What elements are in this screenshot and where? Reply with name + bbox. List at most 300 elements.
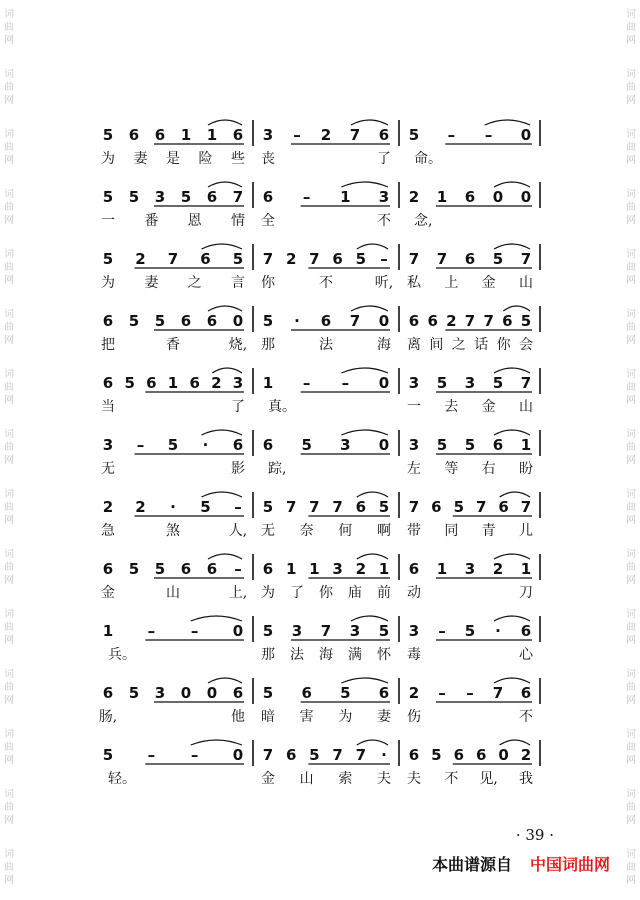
lyric-8-1-0: 那 [261, 647, 275, 663]
note-9-2-0: 2 [408, 684, 420, 702]
note-3-0-1: 5 [128, 312, 140, 330]
lyric-2-0-0: 为 [101, 275, 115, 291]
note-10-1-4: 7 [355, 746, 367, 764]
lyric-6-1-3: 啊 [377, 523, 391, 539]
note-6-2-4: 6 [498, 498, 509, 516]
note-7-0-3: 6 [180, 560, 192, 578]
slur-5-0 [202, 430, 243, 435]
note-8-1-0: 5 [262, 622, 274, 640]
note-3-0-3: 6 [180, 312, 192, 330]
lyric-2-1-0: 你 [261, 275, 275, 291]
note-7-0-0: 6 [102, 560, 114, 578]
note-0-0-4: 1 [206, 126, 218, 144]
note-10-2-1: 5 [431, 746, 442, 764]
note-9-0-1: 5 [128, 684, 140, 702]
lyric-9-1-0: 暗 [261, 709, 275, 725]
note-9-2-4: 6 [520, 684, 532, 702]
slur-1-1 [341, 182, 388, 187]
note-9-0-5: 6 [232, 684, 244, 702]
note-1-0-5: 7 [232, 188, 244, 206]
watermark-right-9: 词 曲 网 [626, 549, 636, 586]
note-0-2-0: 5 [408, 126, 420, 144]
note-9-2-2: – [466, 684, 474, 702]
slur-3-1 [351, 306, 388, 311]
lyric-7-1-0: 为 [261, 585, 275, 601]
note-1-1-1: – [302, 188, 311, 206]
lyric-2-2-3: 山 [519, 275, 533, 291]
lyric-9-2-1: 不 [519, 709, 533, 725]
lyric-7-1-1: 了 [290, 585, 304, 601]
lyric-4-2-2: 金 [481, 399, 496, 415]
watermark-right-11: 词 曲 网 [626, 669, 636, 706]
lyric-3-2-5: 会 [519, 337, 533, 353]
slur-5-2 [494, 430, 530, 435]
note-10-0-0: 5 [102, 746, 114, 764]
note-3-0-5: 0 [232, 312, 244, 330]
watermark-right-1: 词 曲 网 [626, 69, 636, 106]
lyric-1-0-0: 一 [101, 213, 115, 229]
lyric-8-1-3: 满 [348, 647, 362, 663]
note-3-0-0: 6 [102, 312, 114, 330]
note-10-2-4: 0 [498, 746, 509, 764]
note-1-2-4: 0 [520, 188, 532, 206]
watermark-right-5: 词 曲 网 [626, 309, 636, 346]
note-4-0-5: 2 [211, 374, 222, 392]
watermark-right-2: 词 曲 网 [626, 129, 636, 166]
note-4-0-1: 5 [124, 374, 135, 392]
lyric-6-0-0: 急 [101, 523, 115, 539]
lyric-2-2-2: 金 [481, 275, 496, 291]
lyric-10-1-0: 金 [261, 771, 275, 787]
watermark-right-3: 词 曲 网 [626, 189, 636, 226]
note-2-1-2: 7 [309, 250, 320, 268]
note-8-1-1: 3 [291, 622, 303, 640]
note-10-2-2: 6 [453, 746, 465, 764]
lyric-9-0-1: 他 [231, 709, 245, 725]
watermark-left-7: 词 曲 网 [4, 429, 14, 466]
note-0-1-1: – [293, 126, 301, 144]
lyric-9-1-1: 害 [299, 709, 314, 725]
note-1-0-4: 6 [206, 188, 218, 206]
note-7-2-1: 1 [436, 560, 448, 578]
note-4-0-6: 3 [232, 374, 244, 392]
note-9-0-4: 0 [206, 684, 218, 702]
note-10-0-1: – [147, 746, 156, 764]
page-number: · 39 · [515, 826, 554, 844]
slur-0-2 [485, 120, 530, 125]
lyric-3-2-4: 你 [496, 337, 511, 353]
lyric-5-2-3: 盼 [519, 461, 533, 477]
note-1-0-1: 5 [128, 188, 140, 206]
note-5-2-3: 6 [492, 436, 504, 454]
note-4-2-3: 5 [492, 374, 504, 392]
slur-9-1 [341, 678, 388, 683]
note-9-1-0: 5 [262, 684, 274, 702]
note-6-0-0: 2 [102, 498, 114, 516]
note-5-1-2: 3 [340, 436, 351, 454]
watermark-right-8: 词 曲 网 [626, 489, 636, 526]
lyric-9-1-2: 为 [338, 709, 353, 725]
note-6-1-5: 5 [378, 498, 390, 516]
lyric-6-1-1: 奈 [299, 523, 314, 539]
note-7-0-2: 5 [154, 560, 166, 578]
lyric-6-2-3: 儿 [519, 523, 533, 539]
note-10-2-0: 6 [408, 746, 420, 764]
note-5-2-1: 5 [436, 436, 448, 454]
note-3-2-3: 7 [464, 312, 476, 330]
lyric-5-0-0: 无 [101, 461, 115, 477]
lyric-3-0-0: 把 [101, 337, 115, 353]
note-8-2-0: 3 [408, 622, 420, 640]
slur-10-1 [357, 740, 388, 745]
lyric-6-2-2: 青 [481, 523, 496, 539]
note-6-2-3: 7 [475, 498, 487, 516]
lyric-2-0-2: 之 [187, 275, 202, 291]
lyric-3-0-2: 烧, [228, 337, 248, 353]
slur-8-1 [351, 616, 388, 621]
note-5-2-2: 5 [464, 436, 476, 454]
note-7-0-5: – [234, 560, 242, 578]
lyric-0-1-1: 了 [377, 151, 391, 167]
note-6-1-1: 7 [285, 498, 297, 516]
slur-10-2 [500, 740, 530, 745]
lyric-1-0-2: 恩 [187, 213, 202, 229]
slur-6-0 [202, 492, 243, 497]
slur-4-2 [494, 368, 530, 373]
note-7-0-4: 6 [206, 560, 218, 578]
lyric-0-0-1: 妻 [133, 151, 148, 167]
slur-1-2 [494, 182, 530, 187]
watermark-right-14: 词 曲 网 [626, 849, 636, 886]
note-7-1-3: 3 [332, 560, 343, 578]
note-10-1-0: 7 [262, 746, 274, 764]
note-7-2-3: 2 [492, 560, 504, 578]
note-2-0-1: 2 [135, 250, 146, 268]
watermark-right-4: 词 曲 网 [626, 249, 636, 286]
watermark-left-4: 词 曲 网 [4, 249, 14, 286]
lyric-3-2-1: 间 [429, 337, 444, 353]
note-3-1-1: · [294, 312, 300, 330]
lyric-10-1-3: 夫 [377, 771, 391, 787]
lyric-10-2-3: 我 [519, 771, 533, 787]
slur-3-2 [503, 306, 530, 311]
note-3-2-6: 5 [520, 312, 532, 330]
watermark-left-9: 词 曲 网 [4, 549, 14, 586]
note-8-1-4: 5 [378, 622, 390, 640]
lyric-6-1-2: 何 [338, 523, 353, 539]
watermark-right-12: 词 曲 网 [626, 729, 636, 766]
note-8-2-3: · [495, 622, 501, 640]
note-7-1-5: 1 [378, 560, 390, 578]
lyric-1-1-1: 不 [377, 213, 391, 229]
note-3-2-4: 7 [483, 312, 494, 330]
lyric-4-2-3: 山 [519, 399, 533, 415]
note-6-1-3: 7 [332, 498, 343, 516]
note-0-0-3: 1 [180, 126, 192, 144]
note-1-0-0: 5 [102, 188, 114, 206]
slur-2-2 [494, 244, 530, 249]
note-6-1-2: 7 [309, 498, 320, 516]
note-4-1-0: 1 [262, 374, 274, 392]
slur-6-2 [500, 492, 530, 497]
note-0-1-0: 3 [262, 126, 274, 144]
note-8-0-1: – [147, 622, 156, 640]
note-2-0-2: 7 [167, 250, 179, 268]
source-label: 本曲谱源自 [431, 855, 512, 874]
note-6-0-3: 5 [200, 498, 211, 516]
lyric-10-2-1: 不 [444, 771, 459, 787]
note-2-0-3: 6 [200, 250, 211, 268]
note-0-0-5: 6 [232, 126, 244, 144]
watermark-left-2: 词 曲 网 [4, 129, 14, 166]
watermark-left-14: 词 曲 网 [4, 849, 14, 886]
note-2-1-5: – [380, 250, 388, 268]
watermark-right-7: 词 曲 网 [626, 429, 636, 466]
lyric-9-0-0: 肠, [98, 709, 118, 725]
lyric-7-2-1: 刀 [519, 585, 533, 601]
note-9-1-1: 6 [301, 684, 312, 702]
note-4-2-0: 3 [408, 374, 420, 392]
lyric-4-1-0: 真。 [268, 399, 296, 415]
watermark-right-6: 词 曲 网 [626, 369, 636, 406]
site-name[interactable]: 中国词曲网 [529, 855, 610, 874]
note-7-2-4: 1 [520, 560, 532, 578]
note-6-1-4: 6 [355, 498, 367, 516]
lyric-7-1-4: 前 [377, 585, 391, 601]
note-8-2-1: – [438, 622, 446, 640]
lyric-7-1-2: 你 [319, 585, 333, 601]
note-9-0-3: 0 [180, 684, 192, 702]
note-5-1-3: 0 [378, 436, 390, 454]
note-6-2-0: 7 [408, 498, 420, 516]
watermark-left-11: 词 曲 网 [4, 669, 14, 706]
slur-2-0 [202, 244, 243, 249]
note-3-1-2: 6 [320, 312, 332, 330]
note-0-1-2: 2 [320, 126, 332, 144]
watermark-right-10: 词 曲 网 [626, 609, 636, 646]
note-8-0-0: 1 [102, 622, 114, 640]
note-9-1-2: 5 [340, 684, 351, 702]
watermark-left-5: 词 曲 网 [4, 309, 14, 346]
lyric-8-2-0: 毒 [407, 647, 421, 663]
note-7-1-0: 6 [262, 560, 274, 578]
note-0-1-4: 6 [378, 126, 390, 144]
note-2-2-0: 7 [408, 250, 420, 268]
lyric-7-0-1: 山 [166, 585, 180, 601]
note-5-0-1: – [136, 436, 145, 454]
lyric-7-0-0: 金 [101, 585, 115, 601]
slur-6-1 [357, 492, 388, 497]
note-3-0-4: 6 [206, 312, 218, 330]
note-6-0-1: 2 [135, 498, 146, 516]
lyric-8-2-1: 心 [519, 647, 533, 663]
note-3-2-1: 6 [427, 312, 438, 330]
lyric-0-1-0: 丧 [261, 151, 275, 167]
note-8-1-3: 3 [349, 622, 361, 640]
note-6-2-5: 7 [520, 498, 532, 516]
note-6-2-1: 6 [431, 498, 442, 516]
note-2-2-1: 7 [436, 250, 448, 268]
note-4-0-3: 1 [167, 374, 179, 392]
lyric-2-1-2: 听, [374, 275, 394, 291]
lyric-3-1-1: 法 [319, 337, 333, 353]
note-3-1-4: 0 [378, 312, 390, 330]
lyric-4-2-1: 去 [444, 399, 459, 415]
slur-2-1 [357, 244, 388, 249]
note-5-0-0: 3 [102, 436, 114, 454]
note-6-0-4: – [234, 498, 242, 516]
lyric-10-1-2: 索 [338, 771, 353, 787]
note-4-2-1: 5 [436, 374, 448, 392]
note-10-0-3: 0 [232, 746, 244, 764]
slur-0-0 [208, 120, 242, 125]
note-10-1-3: 7 [332, 746, 343, 764]
slur-10-0 [191, 740, 242, 745]
slur-8-0 [191, 616, 242, 621]
note-2-2-2: 6 [464, 250, 476, 268]
lyric-5-0-1: 影 [231, 461, 245, 477]
lyric-8-1-4: 怀 [377, 647, 391, 663]
note-0-2-3: 0 [520, 126, 532, 144]
note-5-0-3: · [202, 436, 209, 454]
note-10-2-5: 2 [520, 746, 532, 764]
note-1-1-2: 1 [340, 188, 351, 206]
watermark-left-0: 词 曲 网 [4, 9, 14, 46]
lyric-4-0-1: 了 [231, 399, 245, 415]
note-4-1-2: – [341, 374, 350, 392]
lyric-5-2-1: 等 [444, 461, 459, 477]
note-4-2-2: 3 [464, 374, 476, 392]
watermark-left-12: 词 曲 网 [4, 729, 14, 766]
note-7-1-2: 1 [309, 560, 320, 578]
slur-4-1 [341, 368, 388, 373]
note-1-1-0: 6 [262, 188, 274, 206]
note-1-0-3: 5 [180, 188, 192, 206]
lyric-0-0-3: 险 [198, 151, 213, 167]
note-6-2-2: 5 [453, 498, 465, 516]
slur-9-2 [494, 678, 530, 683]
lyric-3-2-3: 话 [474, 337, 489, 353]
note-4-1-3: 0 [378, 374, 390, 392]
note-5-1-1: 5 [301, 436, 312, 454]
note-2-0-0: 5 [102, 250, 114, 268]
note-2-1-3: 6 [332, 250, 343, 268]
lyric-8-1-2: 海 [319, 647, 333, 663]
note-4-2-4: 7 [520, 374, 532, 392]
lyric-3-0-1: 香 [166, 337, 180, 353]
note-8-0-3: 0 [232, 622, 244, 640]
note-1-0-2: 3 [154, 188, 166, 206]
note-1-2-2: 6 [464, 188, 476, 206]
note-5-0-2: 5 [167, 436, 179, 454]
note-7-0-1: 5 [128, 560, 140, 578]
lyric-3-2-0: 离 [407, 337, 421, 353]
lyric-1-0-3: 情 [231, 213, 245, 229]
note-8-2-4: 6 [520, 622, 532, 640]
lyric-2-1-1: 不 [319, 275, 333, 291]
lyric-1-2-0: 念, [414, 213, 433, 229]
lyric-6-1-0: 无 [261, 523, 275, 539]
slur-7-1 [357, 554, 388, 559]
note-3-2-0: 6 [408, 312, 420, 330]
lyric-1-0-1: 番 [144, 213, 159, 229]
slur-8-2 [494, 616, 530, 621]
lyric-6-0-1: 煞 [166, 523, 180, 539]
note-5-2-4: 1 [520, 436, 532, 454]
source-footer [432, 852, 610, 875]
note-10-2-3: 6 [475, 746, 487, 764]
note-7-2-0: 6 [408, 560, 420, 578]
slur-3-0 [208, 306, 242, 311]
note-3-0-2: 5 [154, 312, 166, 330]
lyric-10-2-2: 见, [479, 771, 498, 787]
note-4-0-4: 6 [189, 374, 200, 392]
note-9-2-1: – [438, 684, 446, 702]
note-1-2-3: 0 [492, 188, 504, 206]
note-0-0-2: 6 [154, 126, 166, 144]
lyric-2-2-0: 私 [407, 275, 421, 291]
note-7-2-2: 3 [464, 560, 476, 578]
lyric-2-0-1: 妻 [144, 275, 159, 291]
watermark-left-10: 词 曲 网 [4, 609, 14, 646]
note-9-1-3: 6 [378, 684, 390, 702]
note-8-1-2: 7 [320, 622, 332, 640]
lyric-2-0-3: 言 [231, 275, 245, 291]
note-0-0-0: 5 [102, 126, 114, 144]
note-1-2-1: 1 [436, 188, 448, 206]
note-9-0-2: 3 [154, 684, 166, 702]
note-10-0-2: – [190, 746, 199, 764]
note-2-1-1: 2 [285, 250, 297, 268]
watermark-left-3: 词 曲 网 [4, 189, 14, 226]
note-5-1-0: 6 [262, 436, 274, 454]
lyric-0-0-0: 为 [101, 151, 115, 167]
note-6-0-2: · [170, 498, 176, 516]
lyric-8-0-0: 兵。 [108, 647, 136, 663]
lyric-10-2-0: 夫 [407, 771, 421, 787]
note-3-2-5: 6 [502, 312, 513, 330]
lyric-0-0-2: 是 [166, 151, 180, 167]
lyric-5-2-0: 左 [407, 461, 421, 477]
note-9-2-3: 7 [492, 684, 504, 702]
note-10-1-2: 5 [309, 746, 320, 764]
lyric-6-2-1: 同 [444, 523, 459, 539]
lyric-6-2-0: 带 [407, 523, 421, 539]
watermark-left-1: 词 曲 网 [4, 69, 14, 106]
lyric-0-2-0: 命。 [414, 151, 442, 167]
note-4-0-2: 6 [146, 374, 157, 392]
lyric-7-0-2: 上, [228, 585, 248, 601]
note-0-1-3: 7 [349, 126, 361, 144]
note-8-0-2: – [190, 622, 199, 640]
note-9-0-0: 6 [102, 684, 114, 702]
note-10-1-5: · [381, 746, 387, 764]
note-2-1-4: 5 [355, 250, 367, 268]
note-1-2-0: 2 [408, 188, 420, 206]
watermark-left-13: 词 曲 网 [4, 789, 14, 826]
note-3-1-3: 7 [349, 312, 361, 330]
lyric-5-1-0: 踪, [268, 461, 287, 477]
lyric-6-0-2: 人, [228, 523, 248, 539]
slur-0-1 [351, 120, 388, 125]
lyric-2-2-1: 上 [444, 275, 459, 291]
note-5-0-4: 6 [232, 436, 244, 454]
slur-7-0 [208, 554, 242, 559]
lyric-5-2-2: 右 [481, 461, 496, 477]
lyric-9-1-3: 妻 [377, 709, 391, 725]
note-0-2-2: – [484, 126, 493, 144]
lyric-7-2-0: 动 [407, 585, 421, 601]
